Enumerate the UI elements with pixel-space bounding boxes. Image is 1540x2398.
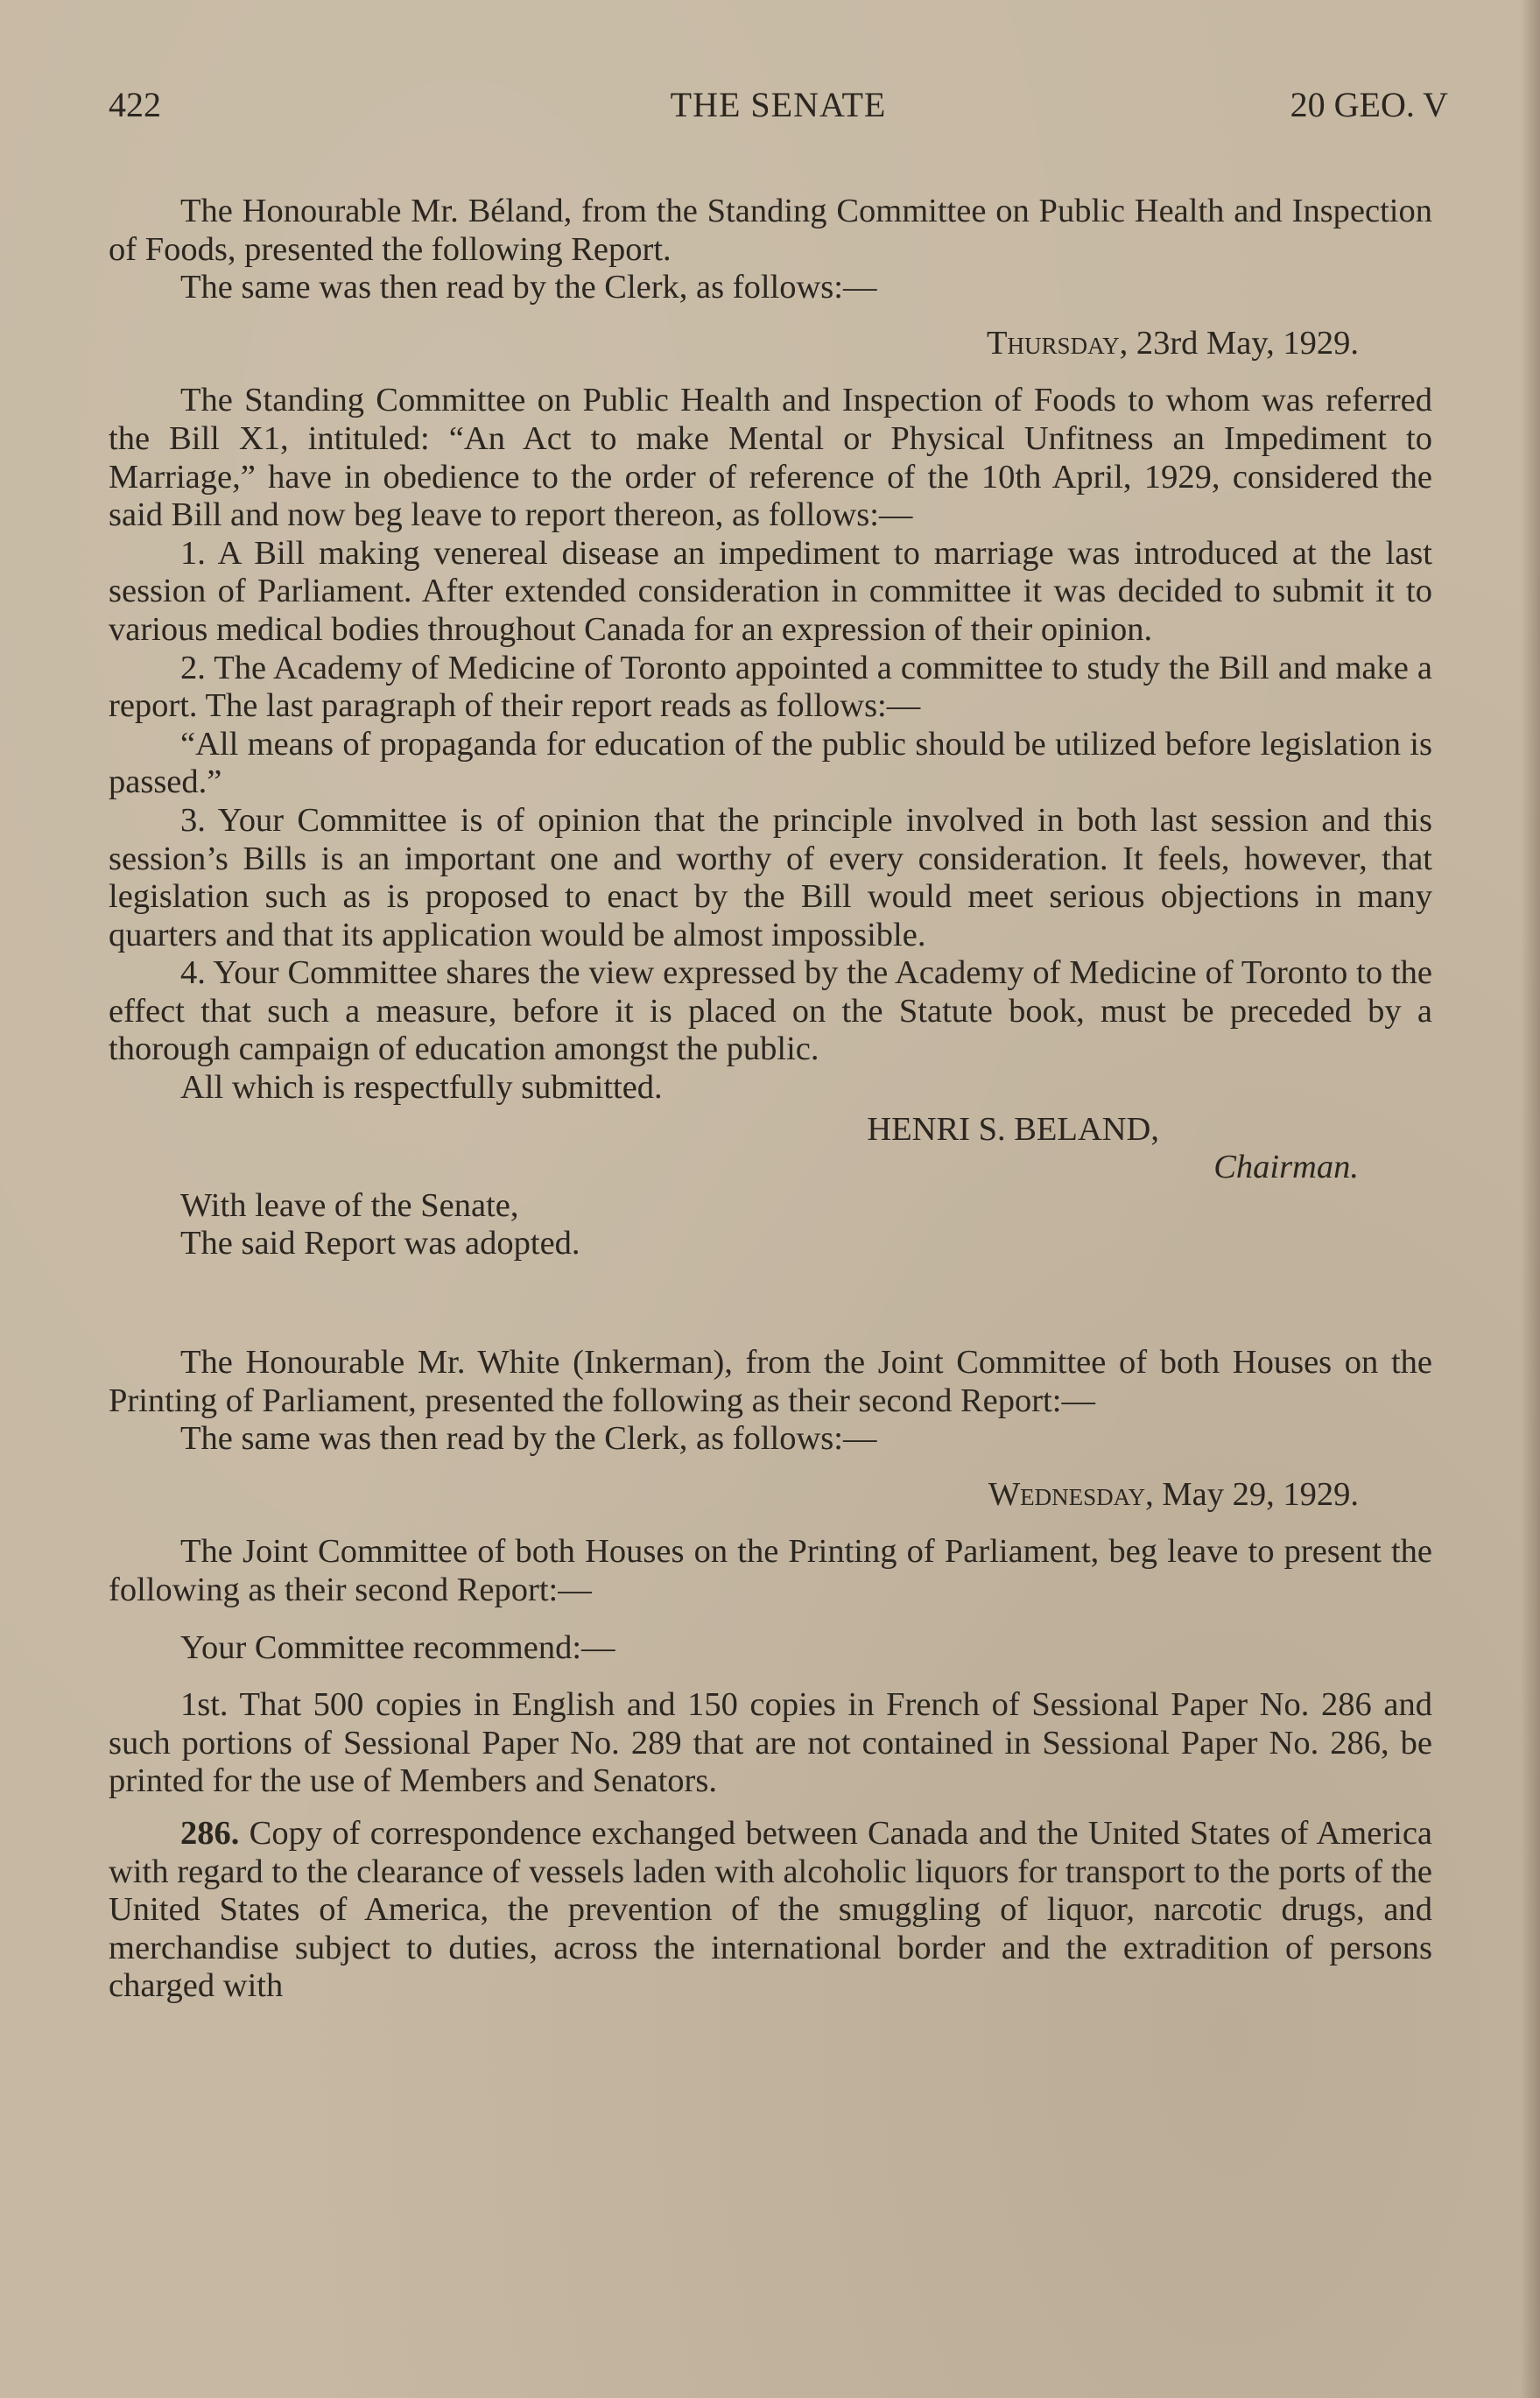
report1-quote: “All means of propaganda for education of the public should be utilized before legislation is passed.” — [109, 725, 1432, 801]
report-adopted: The said Report was adopted. — [180, 1225, 580, 1262]
signatory-role: Chairman. — [1213, 1149, 1359, 1186]
report1-item-2: 2. The Academy of Medicine of Toronto appointed a committee to study the Bill and make a report. The last paragraph of their report reads as follows:— — [109, 649, 1432, 725]
report1-item-4: 4. Your Committee shares the view expressed by the Academy of Medicine of Toronto to the effect that such a measure, before it is placed on the Statute book, must be preceded by a thorough campaign of education amongst the public. — [109, 954, 1432, 1068]
report1-item-3: 3. Your Committee is of opinion that the principle involved in both last session and this session’s Bills is an important one and worthy of every consideration. It feels, however, that legislation such as is proposed to enact by the Bill would meet serious objections in many quarters and that its application would be almost impossible. — [109, 801, 1432, 953]
report1-date-day: Thursday, — [987, 324, 1129, 362]
report2-read-by-clerk: The same was then read by the Clerk, as follows:— — [180, 1420, 877, 1458]
report2-first-recommendation: 1st. That 500 copies in English and 150 copies in French of Sessional Paper No. 286 and such portions of Sessional Paper No. 289 that are not contained in Sessional Paper No. 286, be printed for the use of Members and Senators. — [109, 1686, 1432, 1800]
report1-closing: All which is respectfully submitted. — [180, 1069, 663, 1107]
report2-recommend: Your Committee recommend:— — [180, 1628, 615, 1666]
header-title: THE SENATE — [670, 85, 887, 124]
leave-of-senate: With leave of the Senate, — [180, 1186, 519, 1224]
signatory-name: HENRI S. BELAND, — [867, 1110, 1159, 1148]
report1-date-rest: 23rd May, 1929. — [1128, 324, 1359, 362]
regnal-year: 20 GEO. V — [1290, 85, 1448, 124]
page-body — [109, 193, 1432, 2006]
report1-item-1: 1. A Bill making venereal disease an impediment to marriage was introduced at the last session of Parliament. After extended consideration in committee it was decided to submit it to various medical bodies throughout Canada for an expression of their opinion. — [109, 534, 1432, 648]
report1-date — [109, 325, 1432, 363]
report1-read-by-clerk: The same was then read by the Clerk, as follows:— — [180, 269, 877, 306]
sessional-paper-description: Copy of correspondence exchanged between Canada and the United States of America with regard to the clearance of vessels laden with alcoholic liquors for transport to the ports of the United States of America, the prevention of the smuggling of liquor, narcotic drugs, and merchandise subject to duties, across the international border and the extradition of persons charged with — [109, 1814, 1432, 2005]
page-number: 422 — [109, 85, 161, 124]
page-edge — [1521, 0, 1540, 2398]
report1-main-paragraph: The Standing Committee on Public Health and Inspection of Foods to whom was referred the Bill X1, intituled: “An Act to make Mental or Physical Unfitness an Impediment to Marriage,” have in obedience to the order of reference of the 10th April, 1929, considered the said Bill and now beg leave to report thereon, as follows:— — [109, 382, 1432, 534]
report2-date-day: Wednesday, — [988, 1475, 1154, 1513]
report2-main-paragraph: The Joint Committee of both Houses on the Printing of Parliament, beg leave to present the following as their second Report:— — [109, 1533, 1432, 1608]
sessional-paper-286 — [109, 1815, 1432, 2006]
report2-date-rest: May 29, 1929. — [1153, 1475, 1359, 1513]
report1-intro: The Honourable Mr. Béland, from the Standing Committee on Public Health and Inspection of Foods, presented the following Report. — [109, 193, 1432, 268]
report2-date — [109, 1476, 1432, 1515]
running-header — [109, 84, 1448, 137]
report2-intro: The Honourable Mr. White (Inkerman), from the Joint Committee of both Houses on the Printing of Parliament, presented the following as their second Report:— — [109, 1344, 1432, 1419]
sessional-paper-number: 286. — [180, 1814, 240, 1852]
